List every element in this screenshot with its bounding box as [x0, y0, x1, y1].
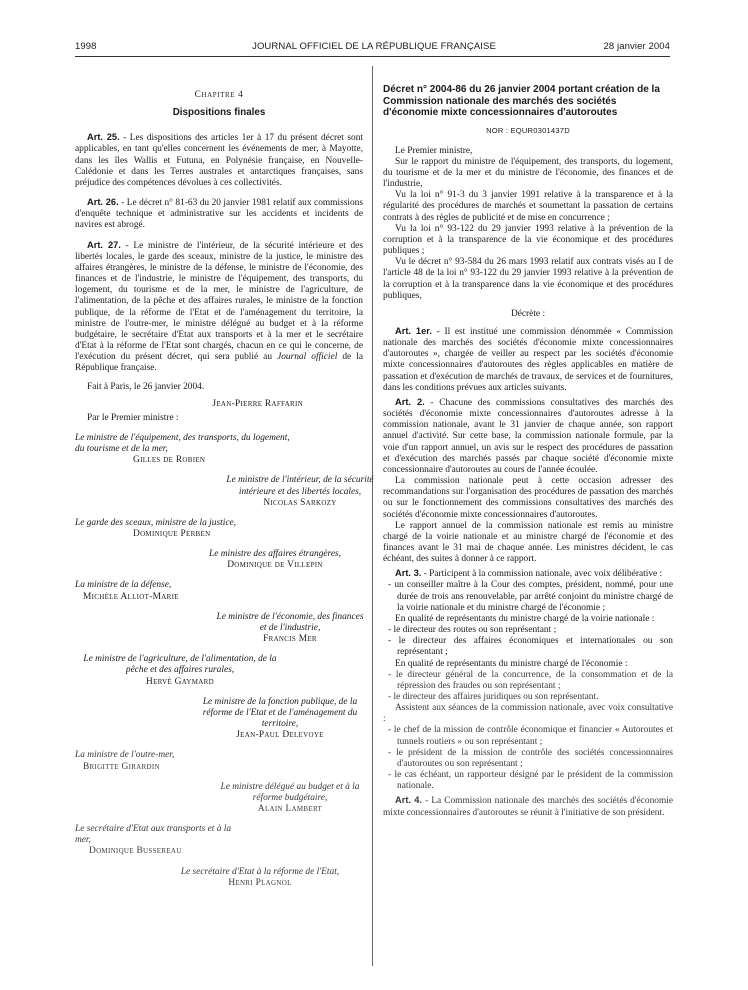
signature-block-1 — [75, 433, 363, 466]
signature-block-11 — [75, 824, 363, 857]
signatory-name: Dominique de Villepin — [227, 560, 323, 571]
article-text: - La Commission nationale des marchés des sociétés d'économie mixte concessionnaires d'autoroutes se réunit à l'initiative de son président. — [383, 796, 673, 818]
article-label: Art. 26. — [87, 197, 119, 208]
signatory-title: La ministre de l'outre-mer, — [75, 750, 175, 761]
article-26 — [75, 197, 363, 231]
page-number: 1998 — [75, 41, 97, 52]
list-item: - le directeur des affaires juridiques ou son représentant. — [388, 692, 599, 702]
list-item: - le cas échéant, un rapporteur désigné par le président de la commission nationale. — [388, 770, 673, 792]
signature-block-10 — [75, 782, 363, 815]
visa-rapport: Sur le rapport du ministre de l'équipement, des transports, du logement, du tourisme et de la mer et du ministre de l'économie, des finances et de l'industrie, — [383, 156, 673, 190]
visa-loi-91-3: Vu la loi n° 91-3 du 3 janvier 1991 relative à la transparence et à la régularité des procédures de marchés et soumettant la passation de certains contrats à des règles de publicité et de mise en concurrence ; — [383, 190, 673, 223]
list-item: - le chef de la mission de contrôle économique et financier « Autoroutes et tunnels routiers » ou son représentant ; — [388, 725, 673, 747]
article-text: - Chacune des commissions consultatives des marchés des sociétés d'économie mixte concessionnaires d'autoroutes adresse à la commission nationale, avant le 31 janvier de chaque année, son rapport annuel d'activité. Sur cette base, la commission nationale formule, par la voie d'un rapport annuel, un avis sur le respect des procédures de passation et d'exécution des marchés passés par chaque société d'économie mixte concessionnaire d'autoroutes au cours de l'année écoulée. — [383, 397, 673, 475]
signatory-name: Gilles de Robien — [133, 455, 206, 466]
nor-reference: NOR : EQUR0301437D — [486, 125, 570, 135]
signature-block-8 — [75, 697, 363, 742]
article-3-list-c — [383, 670, 673, 703]
article-2 — [383, 397, 673, 476]
signatory-title: Le ministre de l'agriculture, de l'alimentation, de la pêche et des affaires rurales, — [83, 654, 277, 676]
article-3-para-2: En qualité de représentants du ministre chargé de la voirie nationale : — [395, 613, 655, 624]
signatory-title: Le ministre de la fonction publique, de la réforme de l'Etat et de l'aménagement du territoire, — [202, 696, 358, 730]
done-at: Fait à Paris, le 26 janvier 2004. — [87, 382, 205, 393]
signatory-title: Le secrétaire d'Etat aux transports et à la mer, — [75, 824, 232, 846]
signatory-title: Le garde des sceaux, ministre de la justice, — [75, 517, 236, 528]
signatory-title: La ministre de la défense, — [75, 580, 172, 591]
article-label: Art. 2. — [395, 396, 425, 407]
issue-date: 28 janvier 2004 — [603, 41, 670, 52]
signature-block-9 — [75, 750, 363, 772]
list-item: - un conseiller maître à la Cour des comptes, président, nommé, pour une durée de trois ans renouvelable, par arrêté conjoint du ministre chargé de la voirie nationale et du ministre chargé de l'économie ; — [388, 580, 673, 613]
decree-title: Décret n° 2004-86 du 26 janvier 2004 portant création de la Commission nationale des marchés des sociétés d'économie mixte concessionnaires d'autoroutes — [383, 84, 660, 118]
article-2-para-3: Le rapport annuel de la commission nationale est remis au ministre chargé de la voirie nationale et au ministre chargé de l'économie et des finances avant le 31 mai de chaque année. Les ministres décident, le cas échéant, des suites à donner à ce rapport. — [383, 520, 673, 565]
article-label: Art. 3. — [395, 568, 422, 579]
list-item: - le directeur des affaires économiques et internationales ou son représentant ; — [388, 636, 673, 658]
signatory-name: Nicolas Sarkozy — [263, 497, 337, 508]
article-label: Art. 27. — [87, 239, 121, 250]
signature-block-3 — [75, 518, 363, 540]
signature-block-7 — [75, 654, 363, 687]
signature-block-4 — [75, 549, 363, 571]
signatory-title: Le ministre de l'intérieur, de la sécurité intérieure et des libertés locales, — [226, 475, 374, 497]
article-text: - Participent à la commission nationale, avec voix délibérative : — [421, 569, 663, 580]
list-item: - le directeur des routes ou son représentant ; — [388, 625, 557, 636]
article-label: Art. 25. — [87, 132, 120, 143]
signatory-title: Le ministre des affaires étrangères, — [208, 549, 342, 560]
chapter-title: Dispositions finales — [172, 107, 266, 119]
signatory-title: Le ministre délégué au budget et à la réforme budgétaire, — [220, 781, 360, 803]
signatory-title: Le secrétaire d'Etat à la réforme de l'Etat, — [180, 866, 340, 877]
header-rule — [75, 56, 670, 57]
article-3-list-b — [383, 625, 673, 658]
signatory-name: Michèle Alliot-Marie — [83, 591, 179, 602]
signatory-name: Henri Plagnol — [228, 877, 292, 888]
journal-title: JOURNAL OFFICIEL DE LA RÉPUBLIQUE FRANÇAISE — [252, 41, 496, 52]
article-2-para-2: La commission nationale peut à cette occasion adresser des recommandations sur l'organisation des procédures de passation des marchés ou sur le fonctionnement des commissions consultatives des marchés des sociétés d'économie mixte concessionnaires d'autoroutes. — [383, 476, 673, 520]
signature-block-2 — [75, 475, 374, 508]
signatory-pm: Jean-Pierre Raffarin — [212, 398, 303, 409]
article-4 — [383, 795, 673, 818]
signatory-name: Francis Mer — [263, 634, 317, 645]
article-text: - Il est institué une commission dénommée « Commission nationale des marchés des sociétés d'économie mixte concessionnaires d'autoroutes », chargée de veiller au respect par les sociétés d'économie mixte concessionnaires d'autoroutes des règles applicables en matière de passation et d'exécution de marchés de travaux, de services et de fournitures, dans les conditions prévues aux articles suivants. — [383, 327, 673, 393]
article-25 — [75, 132, 363, 189]
article-text: - Les dispositions des articles 1er à 17 du présent décret sont applicables, en tant qu'elles concernent les événements de mer, à Mayotte, dans les îles Wallis et Futuna, en Polynésie française, en Nouvelle-Calédonie et dans les Terres australes et antarctiques françaises, sans préjudice des compétences dévolues à ces collectivités. — [75, 133, 363, 188]
chapter-heading: Chapitre 4 — [194, 90, 244, 100]
article-1 — [383, 326, 673, 394]
signatory-name: Brigitte Girardin — [83, 761, 160, 772]
article-label: Art. 1er. — [395, 326, 432, 336]
signature-block-6 — [75, 612, 363, 645]
par-le-premier-ministre: Par le Premier ministre : — [87, 412, 179, 423]
visa-loi-93-122: Vu la loi n° 93-122 du 29 janvier 1993 relative à la prévention de la corruption et à la transparence de la vie économique et des procédures publiques ; — [383, 223, 673, 257]
article-text: - Le décret n° 81-63 du 20 janvier 1981 relatif aux commissions d'enquête technique et administrative sur les accidents et incidents de navires est abrogé. — [75, 198, 363, 231]
article-label: Art. 4. — [395, 795, 423, 806]
signatory-name: Hervé Gaymard — [146, 676, 214, 687]
article-3-para-4: Assistent aux séances de la commission nationale, avec voix consultative : — [383, 703, 673, 725]
signatory-name: Dominique Bussereau — [89, 846, 182, 857]
left-column — [75, 88, 374, 889]
article-3-list-d — [383, 725, 673, 792]
article-text-end: de la République française. — [75, 352, 363, 374]
signatory-name: Dominique Perben — [133, 529, 211, 539]
article-27 — [75, 240, 363, 375]
column-divider — [372, 66, 373, 966]
article-3-para-3: En qualité de représentants du ministre chargé de l'économie : — [395, 658, 628, 669]
signature-block-5 — [75, 580, 363, 602]
signatory-name: Jean-Paul Delevoye — [236, 730, 324, 741]
visa-decret-93-584: Vu le décret n° 93-584 du 26 mars 1993 relatif aux contrats visés au I de l'article 48 de la loi n° 93-122 du 29 janvier 1993 relative à la prévention de la corruption et à la transparence dans la vie économique et des procédures publiques, — [383, 257, 673, 301]
article-text: - Le ministre de l'intérieur, de la sécurité intérieure et des libertés locales, le garde des sceaux, ministre de la justice, le ministre des affaires étrangères, le ministre de la défense, le ministre de l'économie, des finances et de l'industrie, le ministre de l'équipement, des transports, du logement, du tourisme et de la mer, le ministre de l'agriculture, de l'alimentation, de la pêche et des affaires rurales, le ministre de la fonction publique, de la réforme de l'Etat et de l'aménagement du territoire, la ministre de l'outre-mer, le ministre délégué au budget et à la réforme budgétaire, le secrétaire d'Etat aux transports et à la mer et le secrétaire d'Etat à la réforme de l'Etat sont chargés, chacun en ce qui le concerne, de l'exécution du présent décret, qui sera publié au — [75, 240, 363, 363]
list-item: - le directeur général de la concurrence, de la consommation et de la répression des fraudes ou son représentant ; — [388, 669, 673, 691]
premier-ministre: Le Premier ministre, — [395, 145, 473, 156]
signature-block-12 — [75, 867, 363, 889]
journal-reference: Journal officiel — [277, 352, 338, 363]
right-column — [383, 84, 673, 819]
decrete: Décrète : — [510, 308, 546, 319]
signatory-title: Le ministre de l'équipement, des transports, du logement, du tourisme et de la mer, — [75, 432, 290, 455]
list-item: - le président de la mission de contrôle des sociétés concessionnaires d'autoroutes ou son représentant ; — [388, 747, 673, 769]
signatory-title: Le ministre de l'économie, des finances et de l'industrie, — [216, 611, 364, 633]
article-3-list-a — [383, 580, 673, 613]
signatory-name: Alain Lambert — [257, 803, 323, 814]
article-3 — [383, 568, 673, 580]
